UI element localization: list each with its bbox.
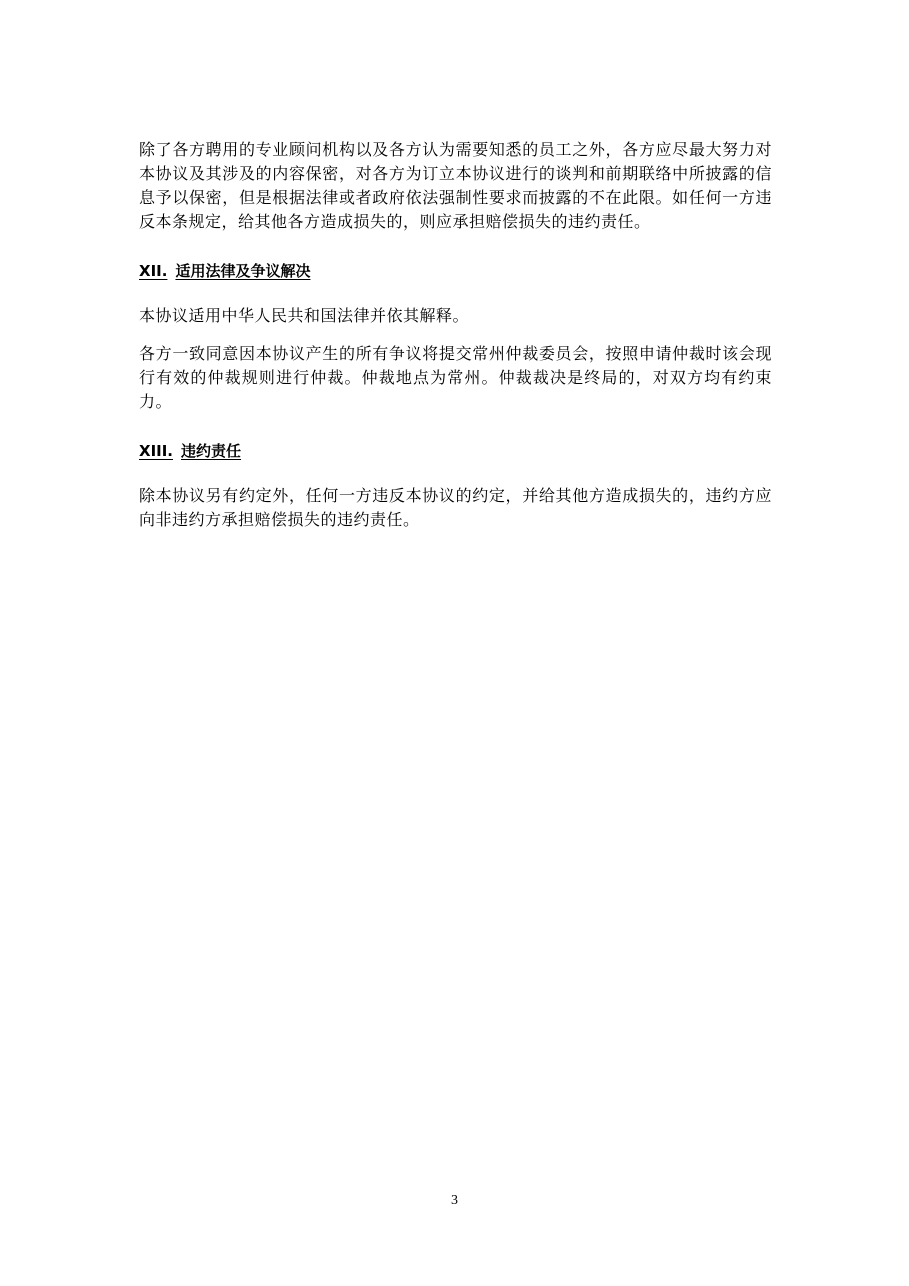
confidentiality-paragraph: 除了各方聘用的专业顾问机构以及各方认为需要知悉的员工之外，各方应尽最大努力对本协议及其涉及的内容保密，对各方为订立本协议进行的谈判和前期联络中所披露的信息予以保密，但是根据法律或者政府依法强制性要求而披露的不在此限。如任何一方违反本条规定，给其他各方造成损失的，则应承担赔偿损失的违约责任。 <box>139 140 772 231</box>
page-number: 3 <box>451 1193 458 1208</box>
section-13-heading <box>139 440 772 462</box>
section-13-title: 违约责任 <box>181 442 242 460</box>
section-12-paragraph-1: 本协议适用中华人民共和国法律并依其解释。 <box>139 306 470 325</box>
section-13-number: XIII. <box>139 442 174 460</box>
section-12-paragraph-2: 各方一致同意因本协议产生的所有争议将提交常州仲裁委员会，按照申请仲裁时该会现行有效的仲裁规则进行仲裁。仲裁地点为常州。仲裁裁决是终局的，对双方均有约束力。 <box>139 344 772 411</box>
section-12-title: 适用法律及争议解决 <box>175 262 311 280</box>
section-12-heading <box>139 260 772 282</box>
section-13-paragraph-1: 除本协议另有约定外，任何一方违反本协议的约定，并给其他方造成损失的，违约方应向非违约方承担赔偿损失的违约责任。 <box>139 486 772 529</box>
page-content <box>139 138 772 532</box>
section-12-number: XII. <box>139 262 168 280</box>
